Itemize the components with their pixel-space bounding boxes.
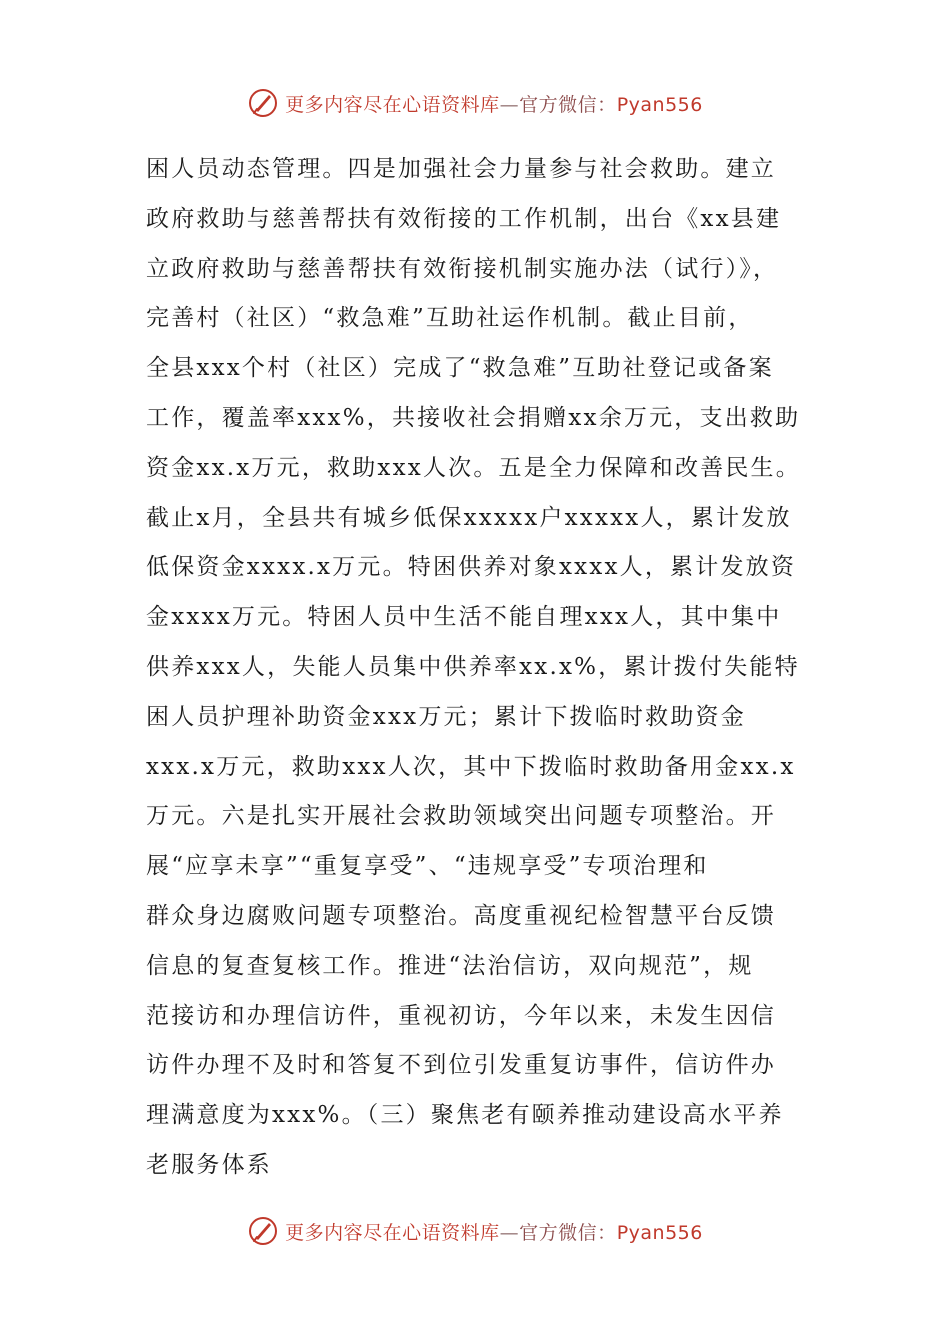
body-line: xxx.x万元，救助xxx人次，其中下拨临时救助备用金xx.x (146, 753, 796, 780)
body-line: 完善村（社区）“救急难”互助社运作机制。截止目前， (146, 305, 754, 332)
watermark-dash: — (499, 1221, 520, 1244)
body-line: 全县xxx个村（社区）完成了“救急难”互助社登记或备案 (146, 355, 774, 382)
quill-logo-icon (247, 1215, 279, 1247)
watermark-text (285, 1218, 703, 1245)
document-body (146, 145, 816, 1191)
watermark-text (285, 90, 703, 117)
watermark-wechat-label: 官方微信： (519, 1221, 617, 1244)
body-line: 供养xxx人，失能人员集中供养率xx.x%，累计拨付失能特 (146, 653, 800, 680)
body-line: 信息的复查复核工作。推进“法治信访，双向规范”，规 (146, 952, 754, 979)
body-line: 展“应享未享”“重复享受”、“违规享受”专项治理和 (146, 853, 709, 880)
body-line: 工作，覆盖率xxx%，共接收社会捐赠xx余万元，支出救助 (146, 404, 801, 431)
body-line: 理满意度为xxx%。（三）聚焦老有颐养推动建设高水平养 (146, 1102, 784, 1129)
watermark-dash: — (499, 93, 520, 116)
watermark-wechat-label: 官方微信： (519, 93, 617, 116)
body-line: 老服务体系 (146, 1151, 272, 1178)
body-line: 群众身边腐败问题专项整治。高度重视纪检智慧平台反馈 (146, 902, 776, 929)
watermark-site: 更多内容尽在心语资料库 (285, 1221, 500, 1244)
header-watermark (0, 83, 950, 123)
watermark-site: 更多内容尽在心语资料库 (285, 93, 500, 116)
watermark-group (247, 87, 703, 119)
watermark-group (247, 1215, 703, 1247)
body-line: 范接访和办理信访件，重视初访，今年以来，未发生因信 (146, 1002, 776, 1029)
body-line: 金xxxx万元。特困人员中生活不能自理xxx人，其中集中 (146, 604, 782, 631)
body-line: 截止x月，全县共有城乡低保xxxxx户xxxxx人，累计发放 (146, 504, 792, 531)
body-line: 访件办理不及时和答复不到位引发重复访事件，信访件办 (146, 1052, 776, 1079)
body-line: 困人员动态管理。四是加强社会力量参与社会救助。建立 (146, 156, 776, 182)
body-line: 资金xx.x万元，救助xxx人次。五是全力保障和改善民生。 (146, 454, 801, 481)
footer-watermark (0, 1211, 950, 1251)
body-line: 困人员护理补助资金xxx万元；累计下拨临时救助资金 (146, 703, 746, 730)
body-line: 低保资金xxxx.x万元。特困供养对象xxxx人，累计发放资 (146, 554, 797, 581)
quill-logo-icon (247, 87, 279, 119)
watermark-wechat-id: Pyan556 (616, 93, 703, 116)
body-line: 万元。六是扎实开展社会救助领域突出问题专项整治。开 (146, 803, 776, 830)
body-line: 立政府救助与慈善帮扶有效衔接机制实施办法（试行）》， (146, 255, 779, 282)
body-line: 政府救助与慈善帮扶有效衔接的工作机制，出台《xx县建 (146, 205, 782, 232)
watermark-wechat-id: Pyan556 (616, 1221, 703, 1244)
